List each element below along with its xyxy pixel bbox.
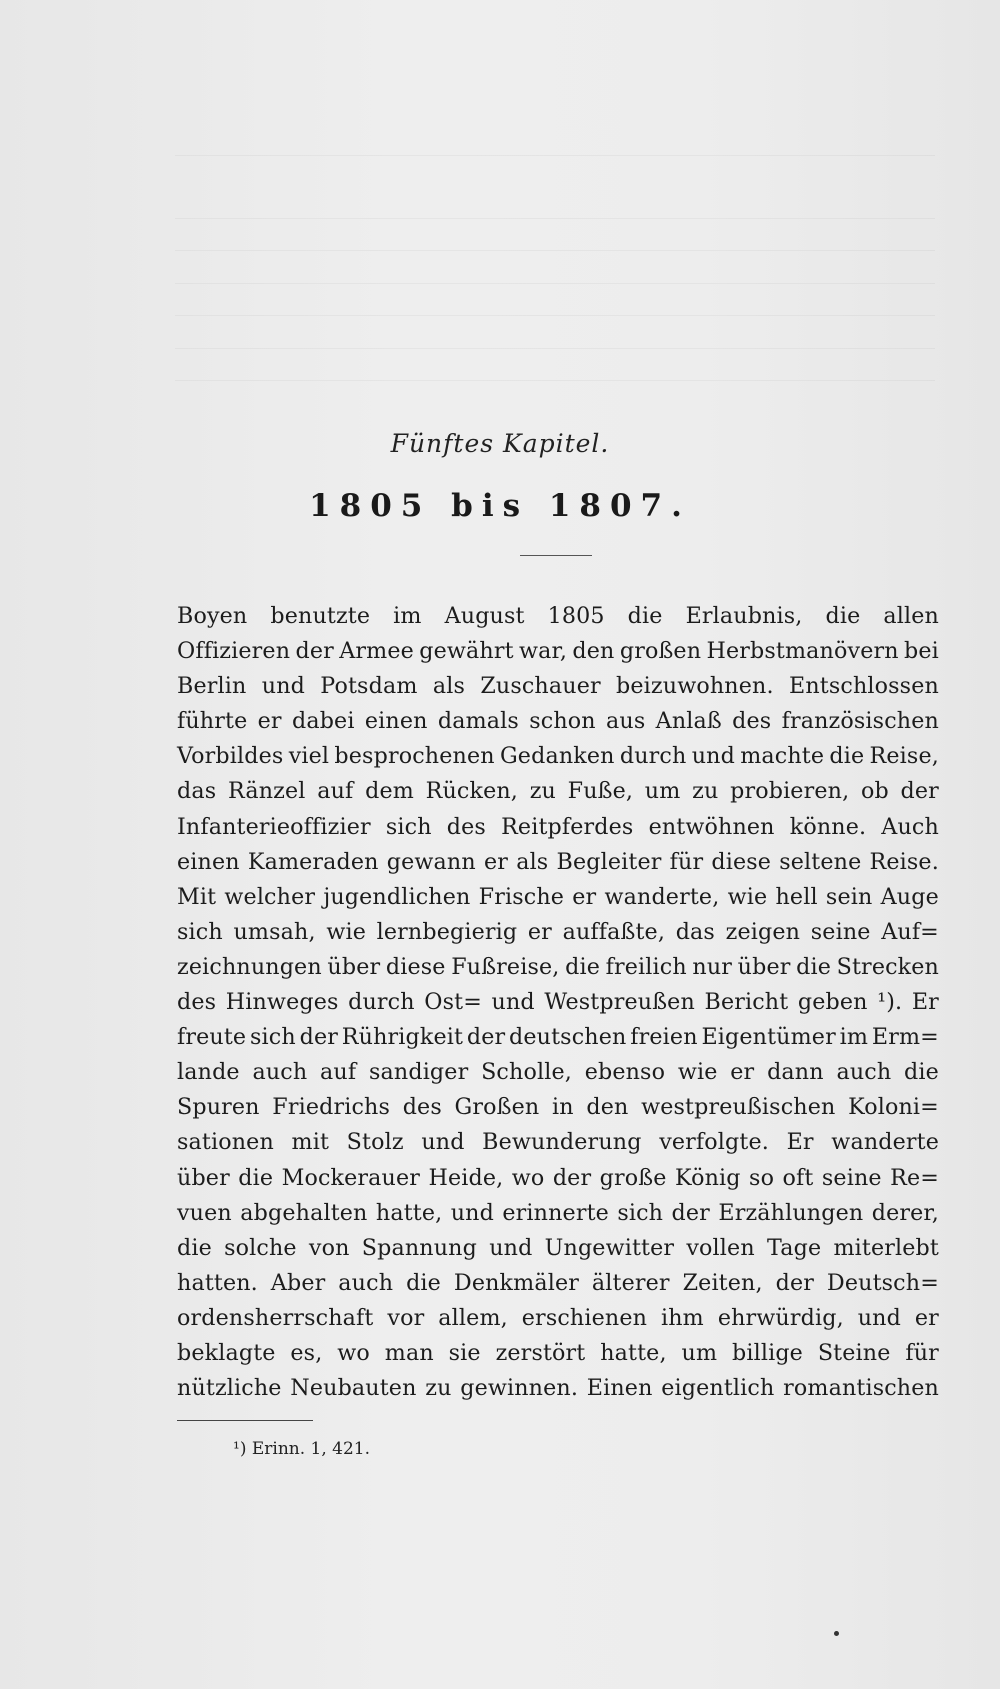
footnote-text: Erinn. 1, 421. xyxy=(251,1439,371,1459)
text-line: Infanterieoffizier sich des Reitpferdes entwöhnen könne. Auch xyxy=(177,813,939,840)
text-line: ordensherrschaft vor allem, erschienen ihm ehrwürdig, und er xyxy=(177,1304,939,1331)
text-line: hatten. Aber auch die Denkmäler älterer Zeiten, der Deutsch= xyxy=(177,1269,939,1296)
bleed-through-line xyxy=(175,315,935,316)
text-line: vuen abgehalten hatte, und erinnerte sich der Erzählungen derer, xyxy=(177,1199,939,1226)
chapter-label: Fünftes Kapitel. xyxy=(390,429,610,458)
text-line: über die Mockerauer Heide, wo der große König so oft seine Re= xyxy=(177,1164,939,1191)
text-line: Spuren Friedrichs des Großen in den westpreußischen Koloni= xyxy=(177,1094,939,1121)
text-line: nützliche Neubauten zu gewinnen. Einen eigentlich romantischen xyxy=(177,1375,939,1402)
text-line: Berlin und Potsdam als Zuschauer beizuwohnen. Entschlossen xyxy=(177,673,939,700)
text-line: Boyen benutzte im August 1805 die Erlaubnis, die allen xyxy=(177,603,939,629)
bleed-through-line xyxy=(175,250,935,251)
text-line: freute sich der Rührigkeit der deutschen freien Eigentümer im Erm= xyxy=(177,1024,939,1051)
bleed-through-line xyxy=(175,380,935,381)
text-line: sich umsah, wie lernbegierig er auffaßte, das zeigen seine Auf= xyxy=(177,918,939,945)
text-line: des Hinweges durch Ost= und Westpreußen Bericht geben ¹). Er xyxy=(177,989,939,1016)
paper-speck xyxy=(834,1631,839,1636)
text-line: sationen mit Stolz und Bewunderung verfolgte. Er wanderte xyxy=(177,1129,939,1156)
text-line: Mit welcher jugendlichen Frische er wanderte, wie hell sein Auge xyxy=(177,883,939,910)
text-line: Vorbildes viel besprochenen Gedanken durch und machte die Reise, xyxy=(177,743,939,770)
text-line: einen Kameraden gewann er als Begleiter für diese seltene Reise. xyxy=(177,848,939,875)
text-line: Offizieren der Armee gewährt war, den großen Herbstmanövern bei xyxy=(177,638,939,665)
text-line: zeichnungen über diese Fußreise, die freilich nur über die Strecken xyxy=(177,953,939,980)
footnote-marker: ¹) xyxy=(233,1439,247,1459)
bleed-through-line xyxy=(175,155,935,156)
body-paragraph xyxy=(177,599,939,1406)
bleed-through-line xyxy=(175,348,935,349)
title-divider xyxy=(520,555,592,556)
text-line: beklagte es, wo man sie zerstört hatte, um billige Steine für xyxy=(177,1339,939,1366)
chapter-title: 1805 bis 1807. xyxy=(309,488,691,524)
footnote xyxy=(233,1439,370,1459)
text-line: die solche von Spannung und Ungewitter vollen Tage miterlebt xyxy=(177,1234,939,1261)
footnote-divider xyxy=(177,1420,313,1421)
text-line: führte er dabei einen damals schon aus Anlaß des französischen xyxy=(177,708,939,735)
text-line: lande auch auf sandiger Scholle, ebenso wie er dann auch die xyxy=(177,1059,939,1086)
bleed-through-line xyxy=(175,218,935,219)
text-line: das Ränzel auf dem Rücken, zu Fuße, um zu probieren, ob der xyxy=(177,778,939,805)
bleed-through-line xyxy=(175,283,935,284)
